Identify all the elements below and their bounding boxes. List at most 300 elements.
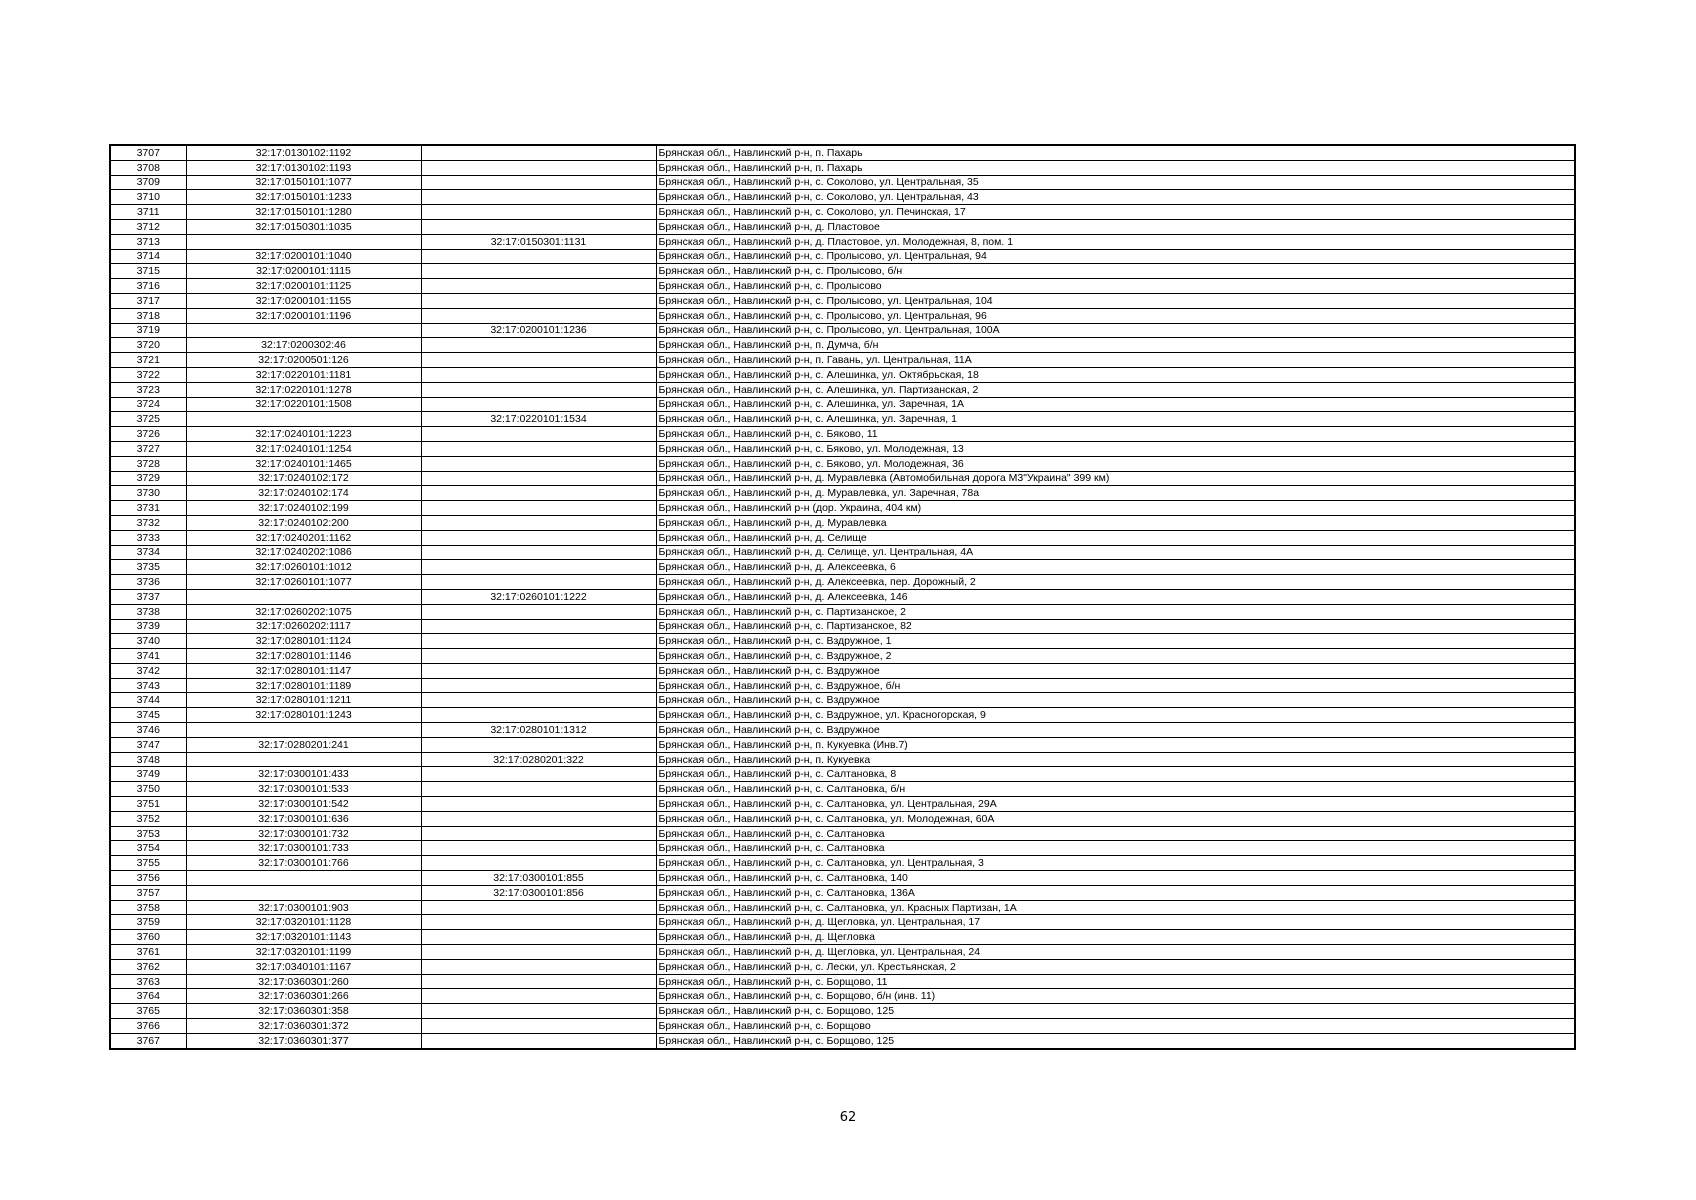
cadastral-number-alt <box>421 826 656 841</box>
table-row <box>110 782 1575 797</box>
cadastral-number: 32:17:0300101:533 <box>186 782 421 797</box>
cadastral-number <box>186 723 421 738</box>
table-row <box>110 974 1575 989</box>
cadastral-number: 32:17:0200101:1115 <box>186 264 421 279</box>
table-row <box>110 723 1575 738</box>
row-number: 3710 <box>110 190 186 205</box>
cadastral-number-alt <box>421 1004 656 1019</box>
address: Брянская обл., Навлинский р-н, с. Соколово, ул. Центральная, 43 <box>656 190 1575 205</box>
address: Брянская обл., Навлинский р-н, с. Пролысово, ул. Центральная, 104 <box>656 293 1575 308</box>
row-number: 3757 <box>110 885 186 900</box>
table-row <box>110 501 1575 516</box>
cadastral-number-alt <box>421 486 656 501</box>
table-row <box>110 708 1575 723</box>
row-number: 3712 <box>110 219 186 234</box>
cadastral-number-alt <box>421 219 656 234</box>
cadastral-number-alt <box>421 264 656 279</box>
table-row <box>110 427 1575 442</box>
row-number: 3762 <box>110 959 186 974</box>
cadastral-number: 32:17:0300101:433 <box>186 767 421 782</box>
cadastral-number-alt <box>421 575 656 590</box>
table-row <box>110 900 1575 915</box>
address: Брянская обл., Навлинский р-н, с. Салтановка, 140 <box>656 871 1575 886</box>
row-number: 3733 <box>110 530 186 545</box>
row-number: 3761 <box>110 945 186 960</box>
cadastral-number: 32:17:0360301:358 <box>186 1004 421 1019</box>
cadastral-number: 32:17:0220101:1508 <box>186 397 421 412</box>
cadastral-number: 32:17:0130102:1193 <box>186 160 421 175</box>
cadastral-number-alt: 32:17:0300101:856 <box>421 885 656 900</box>
table-row <box>110 530 1575 545</box>
cadastral-number-alt <box>421 353 656 368</box>
address: Брянская обл., Навлинский р-н, с. Алешинка, ул. Заречная, 1А <box>656 397 1575 412</box>
cadastral-number-alt <box>421 427 656 442</box>
cadastral-number-alt <box>421 678 656 693</box>
address: Брянская обл., Навлинский р-н, с. Партизанское, 2 <box>656 604 1575 619</box>
row-number: 3720 <box>110 338 186 353</box>
cadastral-number-alt: 32:17:0300101:855 <box>421 871 656 886</box>
address: Брянская обл., Навлинский р-н, д. Алексеевка, пер. Дорожный, 2 <box>656 575 1575 590</box>
row-number: 3725 <box>110 412 186 427</box>
table-row <box>110 885 1575 900</box>
registry-body <box>110 145 1575 1049</box>
cadastral-number <box>186 885 421 900</box>
row-number: 3758 <box>110 900 186 915</box>
row-number: 3743 <box>110 678 186 693</box>
cadastral-number-alt <box>421 249 656 264</box>
row-number: 3729 <box>110 471 186 486</box>
address: Брянская обл., Навлинский р-н, д. Щегловка, ул. Центральная, 17 <box>656 915 1575 930</box>
cadastral-number: 32:17:0280101:1146 <box>186 649 421 664</box>
table-row <box>110 471 1575 486</box>
address: Брянская обл., Навлинский р-н, с. Салтановка <box>656 826 1575 841</box>
cadastral-number-alt <box>421 959 656 974</box>
table-row <box>110 871 1575 886</box>
row-number: 3766 <box>110 1019 186 1034</box>
table-row <box>110 826 1575 841</box>
row-number: 3722 <box>110 367 186 382</box>
address: Брянская обл., Навлинский р-н, с. Алешинка, ул. Октябрьская, 18 <box>656 367 1575 382</box>
cadastral-number-alt <box>421 900 656 915</box>
table-row <box>110 575 1575 590</box>
row-number: 3727 <box>110 441 186 456</box>
table-row <box>110 175 1575 190</box>
table-row <box>110 205 1575 220</box>
cadastral-number-alt <box>421 649 656 664</box>
address: Брянская обл., Навлинский р-н, с. Пролысово, б/н <box>656 264 1575 279</box>
address: Брянская обл., Навлинский р-н, с. Борщово <box>656 1019 1575 1034</box>
row-number: 3741 <box>110 649 186 664</box>
address: Брянская обл., Навлинский р-н, с. Вздружное, 2 <box>656 649 1575 664</box>
address: Брянская обл., Навлинский р-н, с. Соколово, ул. Печинская, 17 <box>656 205 1575 220</box>
row-number: 3754 <box>110 841 186 856</box>
table-row <box>110 323 1575 338</box>
table-row <box>110 486 1575 501</box>
row-number: 3716 <box>110 279 186 294</box>
cadastral-number-alt <box>421 1033 656 1048</box>
cadastral-number: 32:17:0260101:1077 <box>186 575 421 590</box>
cadastral-number-alt <box>421 811 656 826</box>
row-number: 3756 <box>110 871 186 886</box>
row-number: 3746 <box>110 723 186 738</box>
row-number: 3708 <box>110 160 186 175</box>
table-row <box>110 249 1575 264</box>
table-row <box>110 264 1575 279</box>
address: Брянская обл., Навлинский р-н, д. Муравлевка <box>656 515 1575 530</box>
cadastral-number-alt <box>421 308 656 323</box>
table-row <box>110 989 1575 1004</box>
table-row <box>110 338 1575 353</box>
cadastral-number-alt: 32:17:0280101:1312 <box>421 723 656 738</box>
cadastral-number: 32:17:0280101:1189 <box>186 678 421 693</box>
cadastral-number-alt: 32:17:0280201:322 <box>421 752 656 767</box>
cadastral-number-alt: 32:17:0260101:1222 <box>421 589 656 604</box>
address: Брянская обл., Навлинский р-н, с. Салтановка, 136А <box>656 885 1575 900</box>
cadastral-number: 32:17:0240101:1254 <box>186 441 421 456</box>
cadastral-number-alt <box>421 456 656 471</box>
row-number: 3724 <box>110 397 186 412</box>
cadastral-number-alt <box>421 501 656 516</box>
address: Брянская обл., Навлинский р-н, с. Бяково, ул. Молодежная, 13 <box>656 441 1575 456</box>
address: Брянская обл., Навлинский р-н, с. Вздружное, ул. Красногорская, 9 <box>656 708 1575 723</box>
cadastral-number-alt <box>421 974 656 989</box>
row-number: 3714 <box>110 249 186 264</box>
cadastral-number-alt <box>421 708 656 723</box>
table-row <box>110 560 1575 575</box>
table-row <box>110 219 1575 234</box>
address: Брянская обл., Навлинский р-н, с. Соколово, ул. Центральная, 35 <box>656 175 1575 190</box>
table-row <box>110 619 1575 634</box>
cadastral-number: 32:17:0320101:1128 <box>186 915 421 930</box>
table-row <box>110 930 1575 945</box>
address: Брянская обл., Навлинский р-н, с. Вздружное <box>656 693 1575 708</box>
cadastral-number-alt <box>421 382 656 397</box>
table-row <box>110 160 1575 175</box>
cadastral-number: 32:17:0300101:903 <box>186 900 421 915</box>
cadastral-number: 32:17:0240102:199 <box>186 501 421 516</box>
address: Брянская обл., Навлинский р-н, с. Вздружное <box>656 723 1575 738</box>
row-number: 3767 <box>110 1033 186 1048</box>
cadastral-number: 32:17:0260202:1117 <box>186 619 421 634</box>
table-row <box>110 1033 1575 1048</box>
address: Брянская обл., Навлинский р-н, с. Салтановка <box>656 841 1575 856</box>
table-row <box>110 1004 1575 1019</box>
row-number: 3764 <box>110 989 186 1004</box>
row-number: 3707 <box>110 145 186 160</box>
page-number: 62 <box>839 1110 857 1125</box>
cadastral-number: 32:17:0320101:1143 <box>186 930 421 945</box>
address: Брянская обл., Навлинский р-н, с. Борщово, б/н (инв. 11) <box>656 989 1575 1004</box>
cadastral-number-alt <box>421 856 656 871</box>
table-row <box>110 693 1575 708</box>
table-row <box>110 752 1575 767</box>
row-number: 3735 <box>110 560 186 575</box>
table-row <box>110 959 1575 974</box>
cadastral-number: 32:17:0150101:1280 <box>186 205 421 220</box>
cadastral-number: 32:17:0360301:377 <box>186 1033 421 1048</box>
cadastral-number-alt <box>421 782 656 797</box>
cadastral-number-alt <box>421 367 656 382</box>
cadastral-number-alt: 32:17:0150301:1131 <box>421 234 656 249</box>
address: Брянская обл., Навлинский р-н, д. Пластовое, ул. Молодежная, 8, пом. 1 <box>656 234 1575 249</box>
cadastral-number: 32:17:0240102:200 <box>186 515 421 530</box>
cadastral-number: 32:17:0300101:542 <box>186 797 421 812</box>
row-number: 3728 <box>110 456 186 471</box>
registry-table <box>109 144 1576 1050</box>
row-number: 3765 <box>110 1004 186 1019</box>
address: Брянская обл., Навлинский р-н, с. Вздружное <box>656 663 1575 678</box>
cadastral-number-alt <box>421 397 656 412</box>
cadastral-number-alt <box>421 737 656 752</box>
cadastral-number: 32:17:0150101:1077 <box>186 175 421 190</box>
table-row <box>110 367 1575 382</box>
row-number: 3709 <box>110 175 186 190</box>
cadastral-number-alt <box>421 945 656 960</box>
address: Брянская обл., Навлинский р-н, п. Гавань, ул. Центральная, 11А <box>656 353 1575 368</box>
cadastral-number: 32:17:0360301:372 <box>186 1019 421 1034</box>
table-row <box>110 856 1575 871</box>
row-number: 3715 <box>110 264 186 279</box>
address: Брянская обл., Навлинский р-н, с. Пролысово, ул. Центральная, 100А <box>656 323 1575 338</box>
row-number: 3753 <box>110 826 186 841</box>
address: Брянская обл., Навлинский р-н, с. Бяково, ул. Молодежная, 36 <box>656 456 1575 471</box>
table-row <box>110 353 1575 368</box>
cadastral-number-alt <box>421 190 656 205</box>
cadastral-number-alt <box>421 145 656 160</box>
cadastral-number: 32:17:0200101:1040 <box>186 249 421 264</box>
row-number: 3750 <box>110 782 186 797</box>
cadastral-number-alt <box>421 930 656 945</box>
address: Брянская обл., Навлинский р-н, д. Пластовое <box>656 219 1575 234</box>
address: Брянская обл., Навлинский р-н, с. Салтановка, ул. Красных Партизан, 1А <box>656 900 1575 915</box>
address: Брянская обл., Навлинский р-н, с. Борщово, 125 <box>656 1004 1575 1019</box>
cadastral-number-alt <box>421 545 656 560</box>
row-number: 3739 <box>110 619 186 634</box>
row-number: 3749 <box>110 767 186 782</box>
cadastral-number-alt <box>421 1019 656 1034</box>
address: Брянская обл., Навлинский р-н, с. Вздружное, б/н <box>656 678 1575 693</box>
cadastral-number-alt: 32:17:0220101:1534 <box>421 412 656 427</box>
table-row <box>110 412 1575 427</box>
row-number: 3738 <box>110 604 186 619</box>
row-number: 3755 <box>110 856 186 871</box>
address: Брянская обл., Навлинский р-н, д. Муравлевка, ул. Заречная, 78а <box>656 486 1575 501</box>
cadastral-number-alt <box>421 338 656 353</box>
cadastral-number: 32:17:0280101:1243 <box>186 708 421 723</box>
cadastral-number-alt <box>421 797 656 812</box>
address: Брянская обл., Навлинский р-н, с. Пролысово <box>656 279 1575 294</box>
cadastral-number: 32:17:0280101:1124 <box>186 634 421 649</box>
address: Брянская обл., Навлинский р-н, д. Алексеевка, 6 <box>656 560 1575 575</box>
address: Брянская обл., Навлинский р-н, с. Лески, ул. Крестьянская, 2 <box>656 959 1575 974</box>
row-number: 3711 <box>110 205 186 220</box>
cadastral-number-alt <box>421 619 656 634</box>
cadastral-number-alt: 32:17:0200101:1236 <box>421 323 656 338</box>
cadastral-number-alt <box>421 293 656 308</box>
cadastral-number: 32:17:0280201:241 <box>186 737 421 752</box>
row-number: 3752 <box>110 811 186 826</box>
cadastral-number-alt <box>421 279 656 294</box>
row-number: 3717 <box>110 293 186 308</box>
address: Брянская обл., Навлинский р-н, с. Пролысово, ул. Центральная, 94 <box>656 249 1575 264</box>
table-row <box>110 145 1575 160</box>
cadastral-number: 32:17:0220101:1181 <box>186 367 421 382</box>
row-number: 3748 <box>110 752 186 767</box>
row-number: 3730 <box>110 486 186 501</box>
cadastral-number: 32:17:0240202:1086 <box>186 545 421 560</box>
row-number: 3736 <box>110 575 186 590</box>
cadastral-number: 32:17:0280101:1147 <box>186 663 421 678</box>
row-number: 3719 <box>110 323 186 338</box>
row-number: 3723 <box>110 382 186 397</box>
cadastral-number: 32:17:0150101:1233 <box>186 190 421 205</box>
table-row <box>110 515 1575 530</box>
address: Брянская обл., Навлинский р-н, п. Пахарь <box>656 145 1575 160</box>
cadastral-number-alt <box>421 663 656 678</box>
cadastral-number-alt <box>421 915 656 930</box>
cadastral-number-alt <box>421 205 656 220</box>
address: Брянская обл., Навлинский р-н, с. Борщово, 11 <box>656 974 1575 989</box>
table-row <box>110 382 1575 397</box>
address: Брянская обл., Навлинский р-н, с. Алешинка, ул. Заречная, 1 <box>656 412 1575 427</box>
cadastral-number <box>186 589 421 604</box>
address: Брянская обл., Навлинский р-н, д. Селище, ул. Центральная, 4А <box>656 545 1575 560</box>
row-number: 3721 <box>110 353 186 368</box>
cadastral-number: 32:17:0300101:733 <box>186 841 421 856</box>
cadastral-number-alt <box>421 471 656 486</box>
table-row <box>110 634 1575 649</box>
cadastral-number-alt <box>421 693 656 708</box>
table-row <box>110 234 1575 249</box>
address: Брянская обл., Навлинский р-н, п. Кукуевка <box>656 752 1575 767</box>
address: Брянская обл., Навлинский р-н, с. Алешинка, ул. Партизанская, 2 <box>656 382 1575 397</box>
row-number: 3718 <box>110 308 186 323</box>
row-number: 3742 <box>110 663 186 678</box>
address: Брянская обл., Навлинский р-н, д. Щегловка, ул. Центральная, 24 <box>656 945 1575 960</box>
cadastral-number: 32:17:0280101:1211 <box>186 693 421 708</box>
table-row <box>110 663 1575 678</box>
row-number: 3734 <box>110 545 186 560</box>
cadastral-number: 32:17:0360301:266 <box>186 989 421 1004</box>
row-number: 3713 <box>110 234 186 249</box>
row-number: 3760 <box>110 930 186 945</box>
table-row <box>110 797 1575 812</box>
cadastral-number: 32:17:0300101:766 <box>186 856 421 871</box>
cadastral-number: 32:17:0260101:1012 <box>186 560 421 575</box>
table-row <box>110 441 1575 456</box>
table-row <box>110 589 1575 604</box>
cadastral-number: 32:17:0200501:126 <box>186 353 421 368</box>
cadastral-number: 32:17:0240102:174 <box>186 486 421 501</box>
cadastral-number: 32:17:0240102:172 <box>186 471 421 486</box>
table-row <box>110 649 1575 664</box>
cadastral-number-alt <box>421 530 656 545</box>
row-number: 3740 <box>110 634 186 649</box>
address: Брянская обл., Навлинский р-н, с. Салтановка, 8 <box>656 767 1575 782</box>
cadastral-number-alt <box>421 767 656 782</box>
cadastral-number-alt <box>421 634 656 649</box>
cadastral-number: 32:17:0200101:1125 <box>186 279 421 294</box>
address: Брянская обл., Навлинский р-н, с. Салтановка, б/н <box>656 782 1575 797</box>
row-number: 3747 <box>110 737 186 752</box>
table-row <box>110 678 1575 693</box>
table-row <box>110 604 1575 619</box>
cadastral-number-alt <box>421 604 656 619</box>
address: Брянская обл., Навлинский р-н (дор. Украина, 404 км) <box>656 501 1575 516</box>
address: Брянская обл., Навлинский р-н, с. Салтановка, ул. Центральная, 3 <box>656 856 1575 871</box>
cadastral-number-alt <box>421 515 656 530</box>
row-number: 3751 <box>110 797 186 812</box>
cadastral-number: 32:17:0130102:1192 <box>186 145 421 160</box>
cadastral-number: 32:17:0320101:1199 <box>186 945 421 960</box>
table-row <box>110 841 1575 856</box>
cadastral-number: 32:17:0240101:1223 <box>186 427 421 442</box>
address: Брянская обл., Навлинский р-н, д. Муравлевка (Автомобильная дорога М3"Украина" 399 км) <box>656 471 1575 486</box>
row-number: 3726 <box>110 427 186 442</box>
address: Брянская обл., Навлинский р-н, д. Алексеевка, 146 <box>656 589 1575 604</box>
row-number: 3744 <box>110 693 186 708</box>
cadastral-number: 32:17:0220101:1278 <box>186 382 421 397</box>
address: Брянская обл., Навлинский р-н, с. Пролысово, ул. Центральная, 96 <box>656 308 1575 323</box>
table-row <box>110 811 1575 826</box>
address: Брянская обл., Навлинский р-н, с. Салтановка, ул. Центральная, 29А <box>656 797 1575 812</box>
cadastral-number: 32:17:0240101:1465 <box>186 456 421 471</box>
cadastral-number: 32:17:0340101:1167 <box>186 959 421 974</box>
row-number: 3745 <box>110 708 186 723</box>
cadastral-number: 32:17:0200101:1196 <box>186 308 421 323</box>
cadastral-number: 32:17:0150301:1035 <box>186 219 421 234</box>
cadastral-number <box>186 234 421 249</box>
table-row <box>110 945 1575 960</box>
address: Брянская обл., Навлинский р-н, с. Вздружное, 1 <box>656 634 1575 649</box>
address: Брянская обл., Навлинский р-н, п. Думча, б/н <box>656 338 1575 353</box>
table-row <box>110 915 1575 930</box>
address: Брянская обл., Навлинский р-н, с. Борщово, 125 <box>656 1033 1575 1048</box>
address: Брянская обл., Навлинский р-н, д. Щегловка <box>656 930 1575 945</box>
cadastral-number: 32:17:0200101:1155 <box>186 293 421 308</box>
cadastral-number-alt <box>421 560 656 575</box>
row-number: 3731 <box>110 501 186 516</box>
row-number: 3763 <box>110 974 186 989</box>
cadastral-number: 32:17:0240201:1162 <box>186 530 421 545</box>
cadastral-number-alt <box>421 160 656 175</box>
address: Брянская обл., Навлинский р-н, с. Партизанское, 82 <box>656 619 1575 634</box>
row-number: 3732 <box>110 515 186 530</box>
table-row <box>110 737 1575 752</box>
address: Брянская обл., Навлинский р-н, п. Кукуевка (Инв.7) <box>656 737 1575 752</box>
row-number: 3737 <box>110 589 186 604</box>
cadastral-number: 32:17:0260202:1075 <box>186 604 421 619</box>
address: Брянская обл., Навлинский р-н, п. Пахарь <box>656 160 1575 175</box>
cadastral-number: 32:17:0360301:260 <box>186 974 421 989</box>
cadastral-number <box>186 323 421 338</box>
row-number: 3759 <box>110 915 186 930</box>
table-row <box>110 308 1575 323</box>
cadastral-number-alt <box>421 989 656 1004</box>
table-row <box>110 456 1575 471</box>
cadastral-number <box>186 412 421 427</box>
cadastral-number <box>186 871 421 886</box>
cadastral-number: 32:17:0300101:732 <box>186 826 421 841</box>
cadastral-number <box>186 752 421 767</box>
table-row <box>110 293 1575 308</box>
cadastral-number-alt <box>421 175 656 190</box>
table-row <box>110 545 1575 560</box>
table-row <box>110 279 1575 294</box>
cadastral-number: 32:17:0200302:46 <box>186 338 421 353</box>
table-row <box>110 190 1575 205</box>
address: Брянская обл., Навлинский р-н, с. Бяково, 11 <box>656 427 1575 442</box>
